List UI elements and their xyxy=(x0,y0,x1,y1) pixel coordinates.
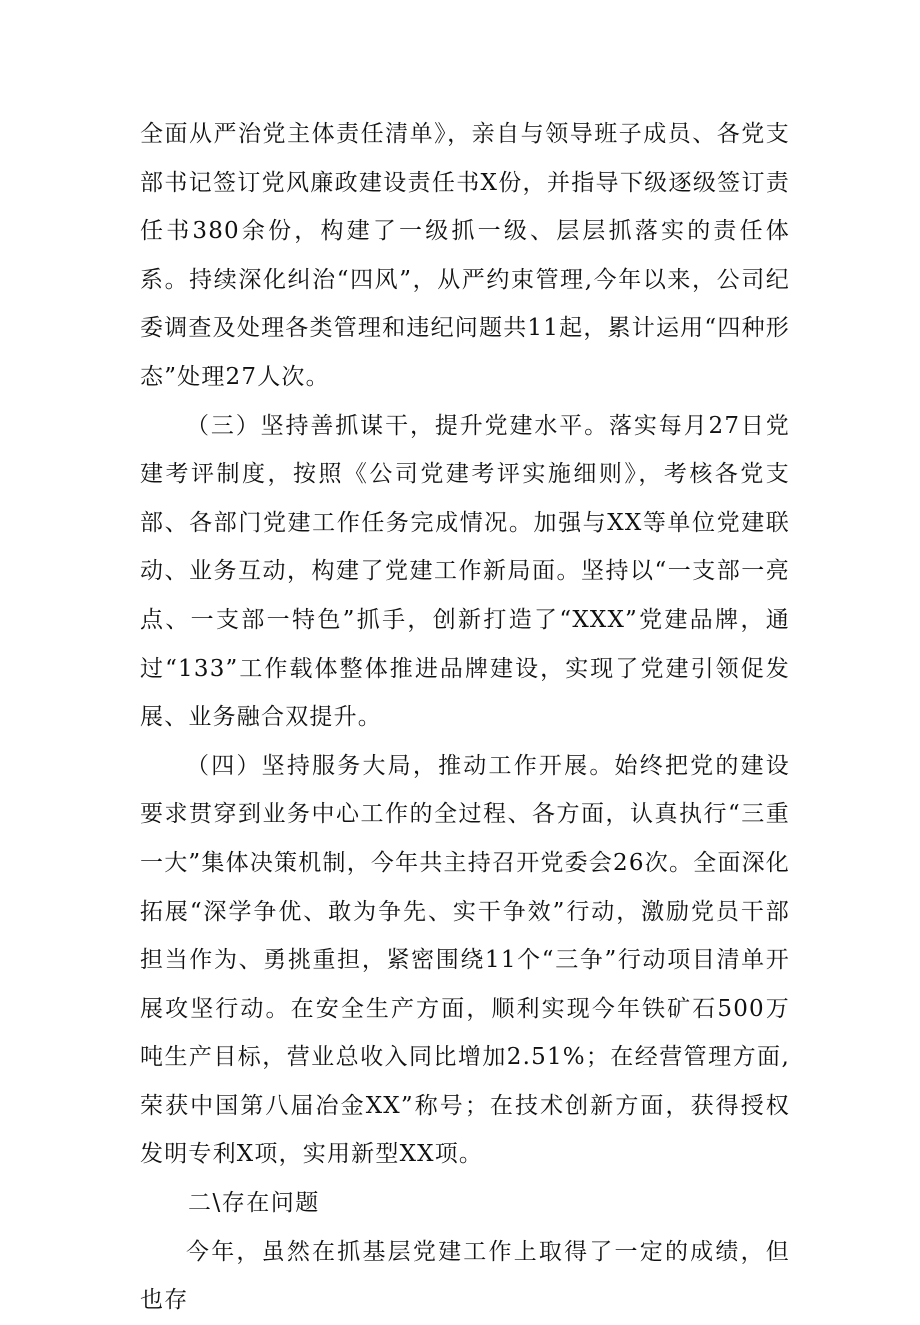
document-body xyxy=(140,110,790,1325)
paragraph-problems-intro: 今年，虽然在抓基层党建工作上取得了一定的成绩，但也存 xyxy=(140,1238,790,1314)
paragraph-serve-overall: （四）坚持服务大局，推动工作开展。始终把党的建设要求贯穿到业务中心工作的全过程、各方面，认真执行“三重一大”集体决策机制，今年共主持召开党委会26次。全面深化拓展“深学争优、敢为争先、实干争效”行动，激励党员干部担当作为、勇挑重担，紧密围绕11个“三争”行动项目清单开展攻坚行动。在安全生产方面，顺利实现今年铁矿石500万吨生产目标，营业总收入同比增加2.51%；在经营管理方面,荣获中国第八届冶金XX”称号；在技术创新方面，获得授权发明专利X项，实用新型XX项。 xyxy=(140,752,790,1168)
paragraph-party-building-level: （三）坚持善抓谋干，提升党建水平。落实每月27日党建考评制度，按照《公司党建考评实施细则》，考核各党支部、各部门党建工作任务完成情况。加强与XX等单位党建联动、业务互动，构建了党建工作新局面。坚持以“一支部一亮点、一支部一特色”抓手，创新打造了“XXX”党建品牌，通过“133”工作载体整体推进品牌建设，实现了党建引领促发展、业务融合双提升。 xyxy=(140,412,790,731)
section-heading-problems: 二\存在问题 xyxy=(188,1190,320,1217)
paragraph-responsibility: 全面从严治党主体责任清单》，亲自与领导班子成员、各党支部书记签订党风廉政建设责任书X份，并指导下级逐级签订责任书380余份，构建了一级抓一级、层层抓落实的责任体系。持续深化纠治“四风”，从严约束管理,今年以来，公司纪委调查及处理各类管理和违纪问题共11起，累计运用“四种形态”处理27人次。 xyxy=(140,121,790,390)
